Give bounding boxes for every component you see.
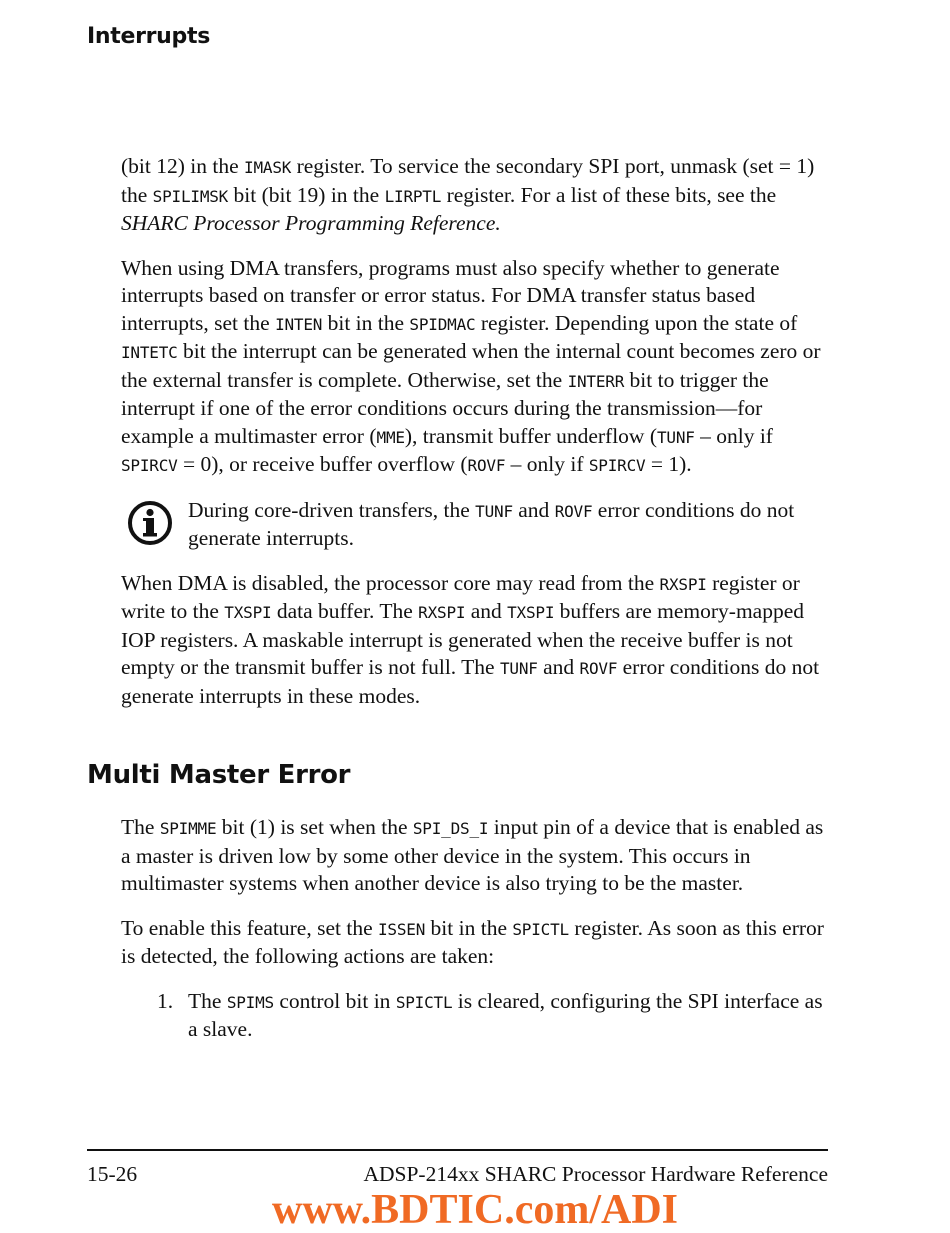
register-name: ISSEN [378, 919, 426, 939]
register-name: TUNF [475, 501, 513, 521]
register-name: TUNF [499, 659, 538, 678]
register-name: SPIRCV [121, 456, 178, 475]
register-name: IMASK [244, 158, 292, 177]
page-number: 15-26 [87, 1162, 138, 1186]
body-text [121, 153, 831, 727]
paragraph-3: When DMA is disabled, the processor core may read from the RXSPI register or write to the TXSPI data buffer. The RXSPI and TXSPI buffers are memory-mapped IOP registers. A maskable interrupt is generated when the receive buffer is not empty or the transmit buffer is not full. The TUNF and ROVF error conditions do not generate interrupts in these modes. [121, 570, 820, 708]
register-name: TXSPI [507, 603, 555, 622]
register-name: RXSPI [418, 603, 466, 622]
register-name: ROVF [467, 456, 506, 475]
list-item [121, 988, 831, 1044]
note-block [121, 497, 831, 553]
register-name: RXSPI [659, 574, 707, 594]
section-paragraph-1: The SPIMME bit (1) is set when the SPI_DS_I input pin of a device that is enabled as a master is driven low by some other device in the system. This occurs in multimaster systems when another device is also trying to be the master. [121, 815, 824, 895]
note-text: During core-driven transfers, the TUNF and ROVF error conditions do not generate interrupts. [188, 497, 795, 550]
register-name: MME [376, 427, 405, 447]
register-name: TUNF [656, 427, 695, 447]
section-paragraph-2: To enable this feature, set the ISSEN bit in the SPICTL register. As soon as this error is detected, the following actions are taken: [121, 915, 824, 968]
register-name: SPICTL [395, 992, 453, 1012]
register-name: SPI_DS_I [412, 819, 489, 838]
register-name: INTEN [275, 314, 323, 334]
book-reference: SHARC Processor Programming Reference. [121, 211, 501, 235]
register-name: INTETC [121, 343, 178, 362]
register-name: INTERR [567, 371, 625, 391]
register-name: SPIMS [226, 992, 274, 1012]
book-title: ADSP-214xx SHARC Processor Hardware Reference [363, 1162, 828, 1186]
register-name: SPIRCV [588, 456, 646, 475]
register-name: LIRPTL [384, 186, 442, 206]
register-name: ROVF [579, 659, 618, 678]
info-icon [127, 500, 173, 546]
register-name: TXSPI [224, 603, 272, 622]
register-name: SPIDMAC [409, 314, 476, 334]
register-name: SPIMME [159, 819, 217, 838]
action-list [121, 988, 831, 1044]
paragraph-1: (bit 12) in the IMASK register. To service the secondary SPI port, unmask (set = 1) the SPILIMSK bit (bit 19) in the LIRPTL register. For a list of these bits, see the SHARC Processor Programming Reference. [121, 154, 815, 235]
paragraph-2: When using DMA transfers, programs must also specify whether to generate interrupts based on transfer or error status. For DMA transfer status based interrupts, set the INTEN bit in the SPIDMAC register. Depending upon the state of INTETC bit the interrupt can be generated when the internal count becomes zero or the external transfer is complete. Otherwise, set the INTERR bit to trigger the interrupt if one of the error conditions occurs during the transmission—for example a multimaster error (MME), transmit buffer underflow (TUNF – only if SPIRCV = 0), or receive buffer overflow (ROVF – only if SPIRCV = 1). [121, 255, 821, 476]
list-item-text: The SPIMS control bit in SPICTL is cleared, configuring the SPI interface as a slave. [188, 988, 823, 1041]
list-item-number: 1. [157, 988, 174, 1013]
section-body [121, 814, 831, 1044]
register-name: SPILIMSK [152, 186, 229, 206]
running-head: Interrupts [87, 24, 211, 49]
register-name: SPICTL [512, 919, 569, 939]
footer-rule [87, 1149, 828, 1151]
register-name: ROVF [554, 501, 593, 521]
watermark-link[interactable]: www.BDTIC.com/ADI [271, 1187, 678, 1233]
section-heading: Multi Master Error [87, 760, 351, 790]
